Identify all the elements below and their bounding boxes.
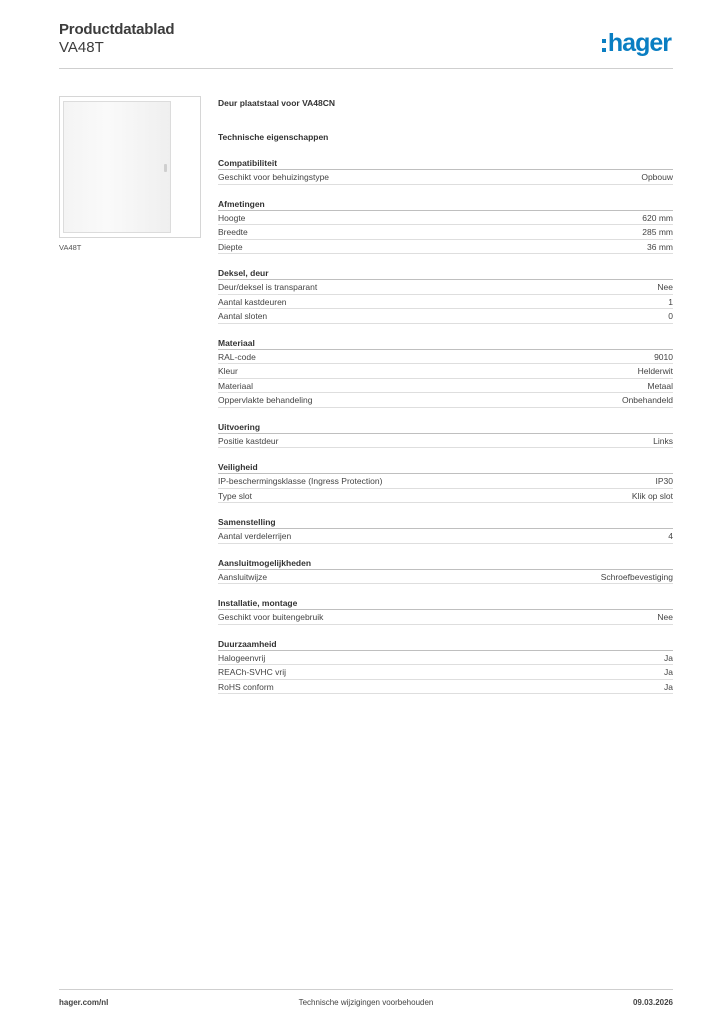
header-divider — [59, 68, 673, 69]
spec-group — [218, 596, 673, 625]
spec-value: Metaal — [647, 380, 673, 391]
page-header — [59, 21, 673, 56]
spec-group — [218, 515, 673, 544]
spec-group — [218, 637, 673, 695]
spec-row — [218, 680, 673, 695]
group-title: Afmetingen — [218, 197, 673, 211]
spec-label: Aantal sloten — [218, 311, 268, 321]
spec-group — [218, 156, 673, 185]
logo-dots-icon — [602, 39, 606, 52]
group-title: Veiligheid — [218, 460, 673, 474]
group-title: Aansluitmogelijkheden — [218, 556, 673, 570]
spec-label: Aantal kastdeuren — [218, 296, 287, 307]
product-image — [59, 96, 201, 238]
spec-label: IP-beschermingsklasse (Ingress Protection) — [218, 476, 383, 486]
spec-value: 36 mm — [647, 241, 673, 252]
door-handle-icon — [164, 164, 167, 172]
spec-row — [218, 651, 673, 666]
spec-row — [218, 295, 673, 310]
spec-value: 1 — [668, 296, 673, 307]
spec-group — [218, 336, 673, 408]
spec-value: IP30 — [655, 476, 673, 486]
group-title: Compatibiliteit — [218, 156, 673, 170]
spec-value: 0 — [668, 311, 673, 321]
spec-label: Type slot — [218, 490, 253, 501]
spec-value: Klik op slot — [631, 490, 673, 501]
section-heading: Technische eigenschappen — [218, 132, 329, 142]
spec-row — [218, 309, 673, 324]
group-title: Deksel, deur — [218, 266, 673, 280]
spec-value: 620 mm — [642, 212, 673, 223]
spec-label: Halogeenvrij — [218, 652, 266, 663]
spec-row — [218, 364, 673, 379]
product-code: VA48T — [59, 39, 104, 56]
spec-value: Ja — [664, 681, 673, 692]
spec-group — [218, 460, 673, 503]
spec-value: Ja — [664, 667, 673, 677]
spec-value: 285 mm — [642, 227, 673, 237]
spec-row — [218, 665, 673, 680]
spec-group — [218, 420, 673, 449]
spec-row — [218, 529, 673, 544]
door-illustration — [63, 101, 171, 233]
spec-group — [218, 556, 673, 585]
spec-label: Diepte — [218, 241, 243, 252]
hager-logo — [602, 30, 671, 56]
spec-label: Kleur — [218, 366, 238, 376]
group-title: Duurzaamheid — [218, 637, 673, 651]
logo-text: hager — [607, 29, 671, 57]
document-title: Productdatablad — [59, 21, 175, 38]
spec-row — [218, 570, 673, 585]
footer-website[interactable]: hager.com/nl — [59, 998, 109, 1007]
spec-label: Materiaal — [218, 380, 253, 391]
footer-divider — [59, 989, 673, 990]
spec-row — [218, 240, 673, 255]
spec-value: Nee — [657, 612, 673, 622]
spec-label: Breedte — [218, 227, 248, 237]
spec-value: Nee — [657, 282, 673, 292]
spec-group — [218, 266, 673, 324]
spec-label: Hoogte — [218, 212, 246, 223]
spec-value: 4 — [668, 531, 673, 541]
spec-value: Opbouw — [641, 172, 673, 182]
spec-label: Deur/deksel is transparant — [218, 282, 318, 292]
spec-value: Onbehandeld — [621, 395, 673, 405]
group-title: Samenstelling — [218, 515, 673, 529]
footer-date: 09.03.2026 — [632, 998, 673, 1007]
spec-label: RAL-code — [218, 351, 256, 362]
product-name: Deur plaatstaal voor VA48CN — [218, 98, 335, 108]
spec-groups — [218, 156, 673, 694]
spec-row — [218, 434, 673, 449]
spec-row — [218, 211, 673, 226]
spec-value: 9010 — [654, 351, 673, 362]
group-title: Materiaal — [218, 336, 673, 350]
spec-row — [218, 474, 673, 489]
spec-label: Geschikt voor behuizingstype — [218, 172, 330, 182]
spec-value: Links — [653, 435, 673, 446]
group-title: Installatie, montage — [218, 596, 673, 610]
spec-value: Ja — [664, 652, 673, 663]
spec-label: Oppervlakte behandeling — [218, 395, 313, 405]
spec-label: REACh-SVHC vrij — [218, 667, 287, 677]
spec-label: Aansluitwijze — [218, 571, 268, 582]
spec-row — [218, 489, 673, 504]
spec-value: Helderwit — [637, 366, 673, 376]
spec-label: Aantal verdelerrijen — [218, 531, 292, 541]
spec-label: Geschikt voor buitengebruik — [218, 612, 324, 622]
spec-content — [218, 96, 673, 694]
spec-row — [218, 379, 673, 394]
spec-value: Schroefbevestiging — [600, 571, 673, 582]
spec-row — [218, 170, 673, 185]
spec-label: RoHS conform — [218, 681, 274, 692]
spec-row — [218, 610, 673, 625]
image-caption: VA48T — [59, 243, 82, 252]
footer-disclaimer: Technische wijzigingen voorbehouden — [298, 998, 434, 1007]
spec-row — [218, 280, 673, 295]
spec-group — [218, 197, 673, 255]
spec-row — [218, 393, 673, 408]
spec-row — [218, 350, 673, 365]
spec-row — [218, 225, 673, 240]
group-title: Uitvoering — [218, 420, 673, 434]
spec-label: Positie kastdeur — [218, 435, 279, 446]
